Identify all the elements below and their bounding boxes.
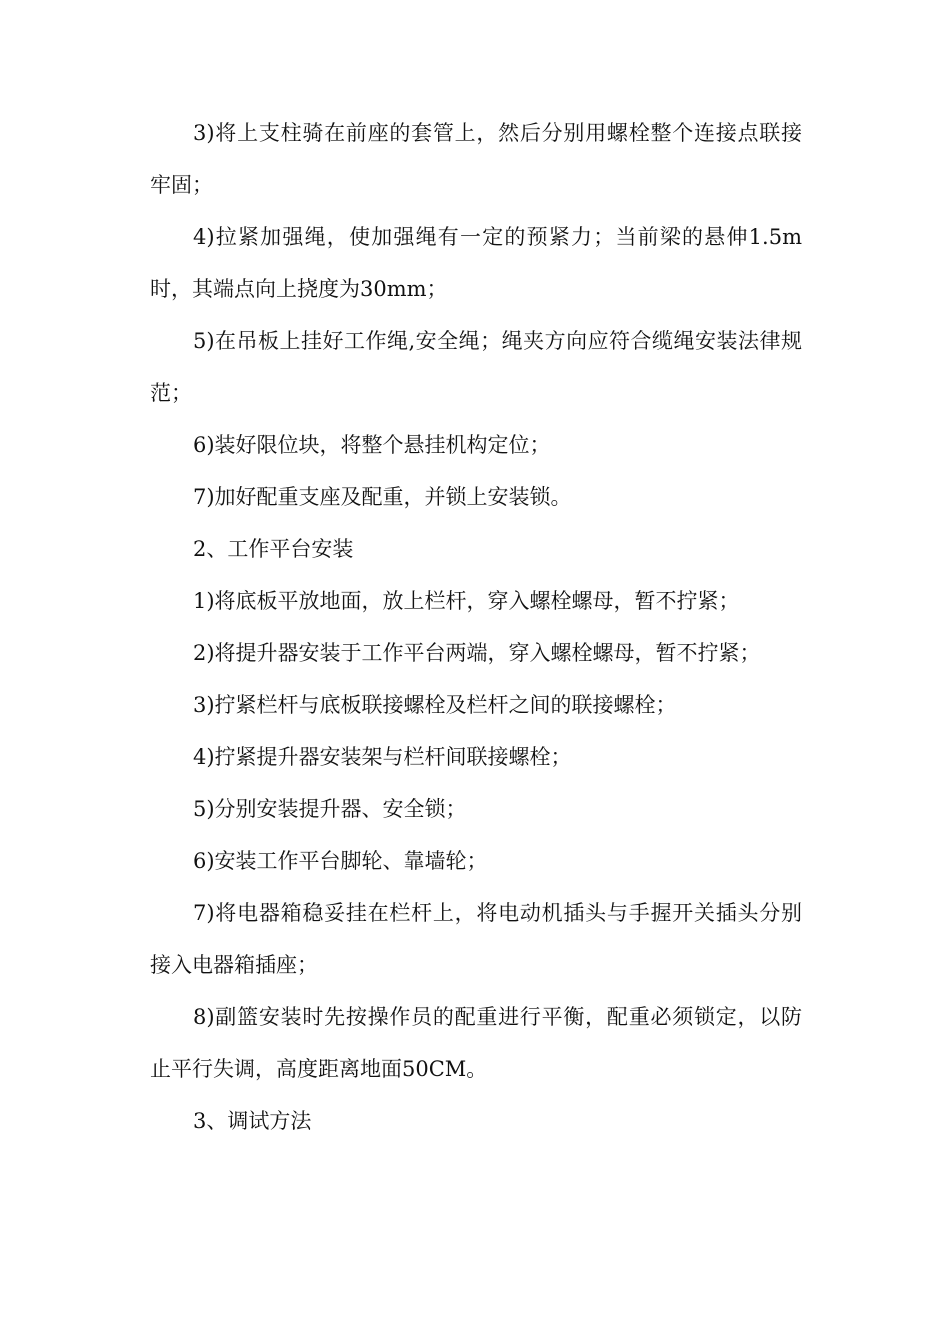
document-body [150, 107, 802, 1147]
paragraph-platform-step-4: 4)拧紧提升器安装架与栏杆间联接螺栓； [193, 745, 572, 769]
section-heading-debug-method: 3、调试方法 [193, 1109, 312, 1133]
section-heading-platform-install: 2、工作平台安装 [193, 537, 354, 561]
paragraph-step-3: 3)将上支柱骑在前座的套管上，然后分别用螺栓整个连接点联接牢固； [150, 121, 802, 197]
paragraph-platform-step-1: 1)将底板平放地面，放上栏杆，穿入螺栓螺母，暂不拧紧； [193, 589, 740, 613]
paragraph-step-4: 4)拉紧加强绳，使加强绳有一定的预紧力；当前梁的悬伸1.5m时，其端点向上挠度为30mm； [150, 225, 802, 301]
paragraph-step-6: 6)装好限位块，将整个悬挂机构定位； [193, 433, 551, 457]
paragraph-platform-step-7: 7)将电器箱稳妥挂在栏杆上，将电动机插头与手握开关插头分别接入电器箱插座； [150, 901, 802, 977]
paragraph-platform-step-3: 3)拧紧栏杆与底板联接螺栓及栏杆之间的联接螺栓； [193, 693, 677, 717]
paragraph-step-7: 7)加好配重支座及配重，并锁上安装锁。 [193, 485, 572, 509]
paragraph-platform-step-2: 2)将提升器安装于工作平台两端，穿入螺栓螺母，暂不拧紧； [193, 641, 761, 665]
paragraph-platform-step-5: 5)分别安装提升器、安全锁； [193, 797, 467, 821]
paragraph-step-5: 5)在吊板上挂好工作绳,安全绳；绳夹方向应符合缆绳安装法律规范； [150, 329, 802, 405]
paragraph-platform-step-8: 8)副篮安装时先按操作员的配重进行平衡，配重必须锁定，以防止平行失调，高度距离地面50CM。 [150, 1005, 802, 1081]
paragraph-platform-step-6: 6)安装工作平台脚轮、靠墙轮； [193, 849, 488, 873]
